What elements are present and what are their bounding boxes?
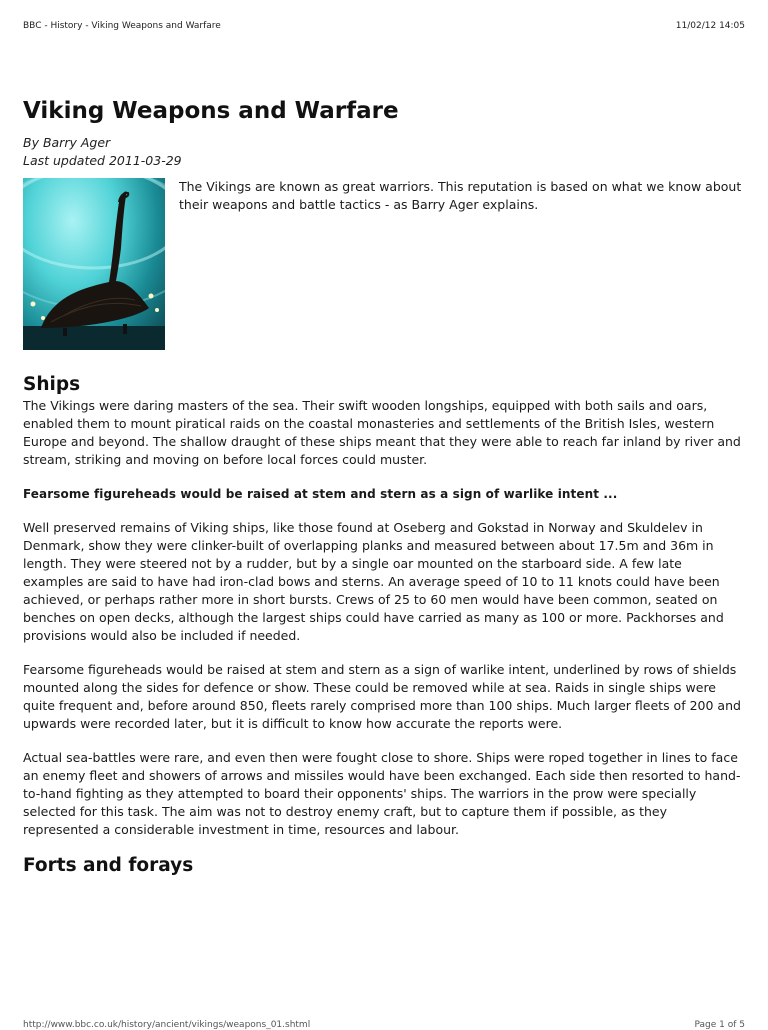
paragraph: The Vikings were daring masters of the sea. Their swift wooden longships, equipped with both sails and oars, enabled them to mount piratical raids on the coastal monasteries and settlements of the British Isles, western Europe and beyond. The shallow draught of these ships meant that they were able to reach far inland by river and stream, striking and moving on before local forces could muster. [23, 398, 741, 467]
pull-quote: Fearsome figureheads would be raised at stem and stern as a sign of warlike intent ... [23, 487, 618, 501]
section-heading-ships: Ships [23, 374, 81, 395]
print-footer-page: Page 1 of 5 [694, 1020, 745, 1030]
intro-text: The Vikings are known as great warriors. This reputation is based on what we know about their weapons and battle tactics - as Barry Ager explains. [179, 179, 742, 212]
article [23, 98, 745, 876]
paragraph: Actual sea-battles were rare, and even then were fought close to shore. Ships were roped together in lines to face an enemy fleet and showers of arrows and missiles would have been exchanged. Each side then resorted to hand-to-hand fighting as they attempted to board their opponents' ships. The warriors in the prow were specially selected for this task. The aim was not to destroy enemy craft, but to capture them if possible, as they represented a considerable investment in time, resources and labour. [23, 750, 741, 837]
article-title: Viking Weapons and Warfare [23, 98, 399, 124]
print-footer [23, 1020, 745, 1030]
viking-ship-illustration [23, 178, 165, 350]
byline: By Barry Ager [23, 135, 111, 150]
section-heading-forts: Forts and forays [23, 855, 194, 876]
paragraph: Fearsome figureheads would be raised at stem and stern as a sign of warlike intent, underlined by rows of shields mounted along the sides for defence or show. These could be removed while at sea. Raids in single ships were quite frequent and, before around 850, fleets rarely comprised more than 100 ships. Much larger fleets of 200 and upwards were recorded later, but it is difficult to know how accurate the reports were. [23, 662, 741, 731]
print-footer-url: http://www.bbc.co.uk/history/ancient/vikings/weapons_01.shtml [23, 1020, 311, 1030]
viking-ship-photo [23, 178, 165, 350]
print-header-title: BBC - History - Viking Weapons and Warfare [23, 21, 221, 31]
print-header-datetime: 11/02/12 14:05 [675, 21, 745, 31]
paragraph: Well preserved remains of Viking ships, like those found at Oseberg and Gokstad in Norway and Skuldelev in Denmark, show they were clinker-built of overlapping planks and measured between about 17.5m and 36m in length. They were steered not by a rudder, but by a single oar mounted on the starboard side. A few late examples are said to have had iron-clad bows and sterns. An average speed of 10 to 11 knots could have been achieved, or perhaps rather more in short bursts. Crews of 25 to 60 men would have been common, seated on benches on open decks, although the largest ships could have carried as many as 100 or more. Packhorses and provisions would also be included if needed. [23, 520, 724, 643]
print-header [23, 21, 745, 31]
intro-block [23, 178, 745, 350]
last-updated: Last updated 2011-03-29 [23, 153, 182, 168]
article-meta [23, 134, 745, 170]
